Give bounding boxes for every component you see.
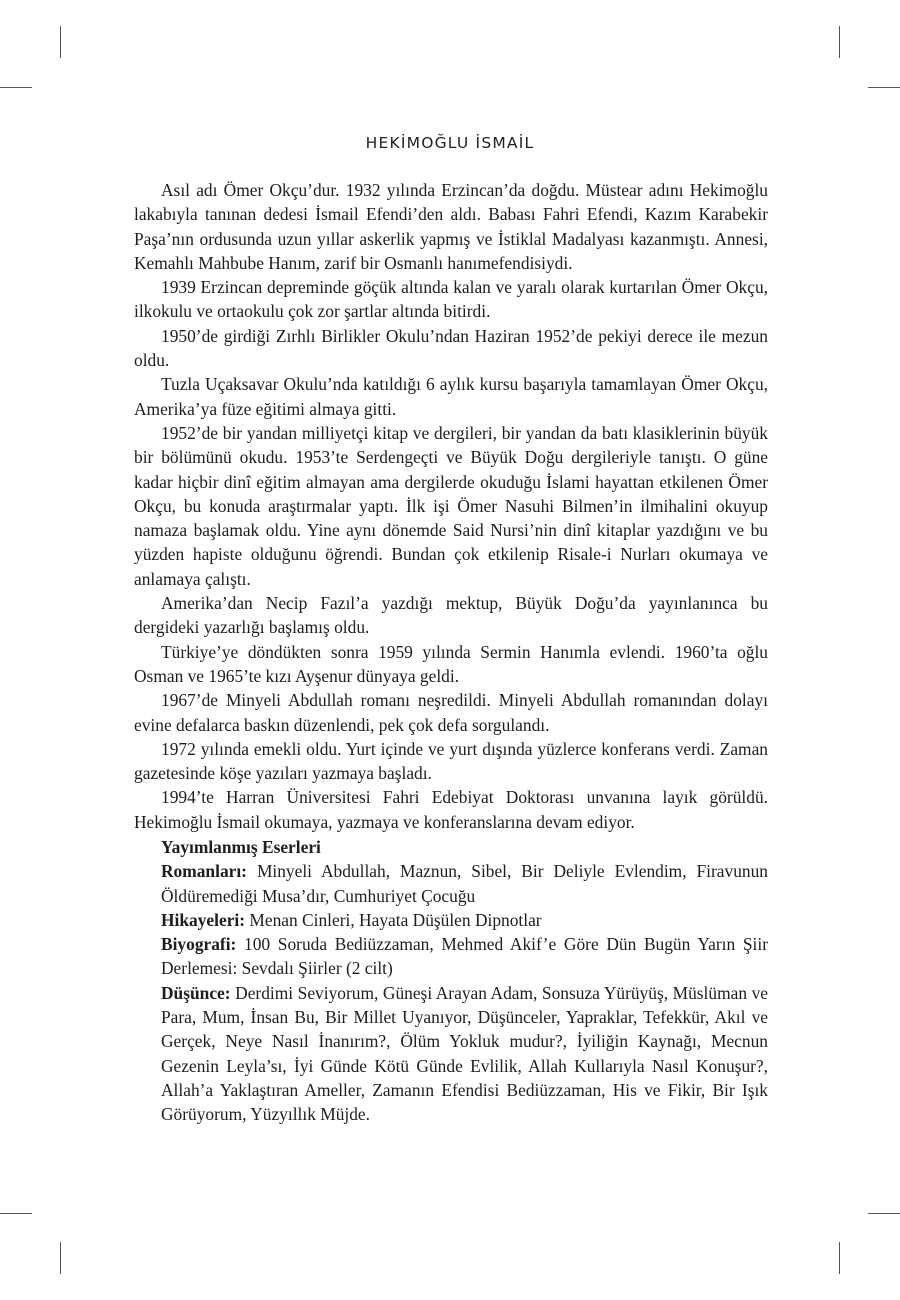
category-label: Düşünce: — [161, 982, 231, 1003]
works-category-novels — [134, 859, 768, 908]
crop-mark-top-left-h — [0, 87, 32, 88]
works-category-stories — [134, 908, 768, 932]
category-items: Menan Cinleri, Hayata Düşülen Dipnotlar — [249, 909, 542, 930]
crop-mark-top-right-h — [868, 87, 900, 88]
paragraph: Asıl adı Ömer Okçu’dur. 1932 yılında Erzincan’da doğdu. Müstear adını Hekimoğlu lakabıyla tanınan dedesi İsmail Efendi’den aldı. Babası Fahri Efendi, Kazım Karabekir Paşa’nın ordusunda uzun yıllar askerlik yapmış ve İstiklal Madalyası kazanmıştı. Annesi, Kemahlı Mahbube Hanım, zarif bir Osmanlı hanımefendisiydi. — [134, 180, 768, 273]
paragraph: 1950’de girdiği Zırhlı Birlikler Okulu’ndan Haziran 1952’de pekiyi derece ile mezun oldu. — [134, 325, 768, 371]
paragraph: 1939 Erzincan depreminde göçük altında kalan ve yaralı olarak kurtarılan Ömer Okçu, ilkokulu ve ortaokulu çok zor şartlar altında bitirdi. — [134, 277, 768, 322]
works-section — [134, 835, 768, 1127]
works-category-biography — [134, 932, 768, 981]
category-label: Romanları: — [161, 861, 247, 882]
crop-mark-bottom-right — [839, 1242, 840, 1274]
crop-mark-bottom-right-h — [868, 1213, 900, 1214]
category-label: Hikayeleri: — [161, 909, 246, 930]
crop-mark-bottom-left — [60, 1242, 61, 1274]
paragraph: 1972 yılında emekli oldu. Yurt içinde ve yurt dışında yüzlerce konferans verdi. Zaman gazetesinde köşe yazıları yazmaya başladı. — [134, 738, 768, 784]
crop-mark-bottom-left-h — [0, 1213, 32, 1214]
works-category-thought — [134, 981, 768, 1127]
paragraph: Tuzla Uçaksavar Okulu’nda katıldığı 6 aylık kursu başarıyla tamamlayan Ömer Okçu, Amerika’ya füze eğitimi almaya gitti. — [134, 374, 768, 419]
paragraph: 1967’de Minyeli Abdullah romanı neşredildi. Minyeli Abdullah romanından dolayı evine defalarca baskın düzenlendi, pek çok defa sorgulandı. — [134, 690, 768, 735]
works-heading: Yayımlanmış Eserleri — [161, 837, 321, 857]
paragraph: Türkiye’ye döndükten sonra 1959 yılında Sermin Hanımla evlendi. 1960’ta oğlu Osman ve 1965’te kızı Ayşenur dünyaya geldi. — [134, 641, 768, 686]
paragraph: Amerika’dan Necip Fazıl’a yazdığı mektup, Büyük Doğu’da yayınlanınca bu dergideki yazarlığı başlamış oldu. — [134, 593, 768, 638]
paragraph: 1952’de bir yandan milliyetçi kitap ve dergileri, bir yandan da batı klasiklerinin büyük bir bölümünü okudu. 1953’te Serdengeçti ve Büyük Doğu dergileriyle tanıştı. O güne kadar hiçbir dinî eğitim almayan ama dergilerde okuduğu İslami hayattan etkilenen Ömer Okçu, bu konuda araştırmalar yaptı. İlk işi Ömer Nasuhi Bilmen’in ilmihalini okuyup namaza başlamak oldu. Yine aynı dönemde Said Nursi’nin dinî kitaplar yazdığını ve bu yüzden hapiste olduğunu öğrendi. Bundan çok etkilenip Risale-i Nurları okumaya ve anlamaya çalıştı. — [134, 422, 768, 589]
category-label: Biyografi: — [161, 934, 237, 955]
paragraph: 1994’te Harran Üniversitesi Fahri Edebiyat Doktorası unvanına layık görüldü. Hekimoğlu İsmail okumaya, yazmaya ve konferanslarına devam ediyor. — [134, 787, 768, 832]
category-items: 100 Soruda Bediüzzaman, Mehmed Akif’e Göre Dün Bugün Yarın Şiir Derlemesi: Sevdalı Şiirler (2 cilt) — [161, 934, 768, 979]
crop-mark-top-left — [60, 26, 61, 58]
crop-mark-top-right — [839, 26, 840, 58]
biography-text — [134, 178, 768, 834]
category-items: Derdimi Seviyorum, Güneşi Arayan Adam, Sonsuza Yürüyüş, Müslüman ve Para, Mum, İnsan Bu, Bir Millet Uyanıyor, Düşünceler, Yapraklar, Tefekkür, Akıl ve Gerçek, Neye Nasıl İnanırım?, Ölüm Yokluk mudur?, İyiliğin Kaynağı, Mecnun Gezenin Leyla’sı, İyi Günde Kötü Günde Evlilik, Allah Kullarıyla Nasıl Konuşur?, Allah’a Yaklaştıran Ameller, Zamanın Efendisi Bediüzzaman, His ve Fikir, Bir Işık Görüyorum, Yüzyıllık Müjde. — [161, 982, 768, 1125]
category-items: Minyeli Abdullah, Maznun, Sibel, Bir Deliyle Evlendim, Firavunun Öldüremediği Musa’dır, Cumhuriyet Çocuğu — [161, 861, 768, 906]
page-title: HEKİMOĞLU İSMAİL — [365, 134, 535, 152]
